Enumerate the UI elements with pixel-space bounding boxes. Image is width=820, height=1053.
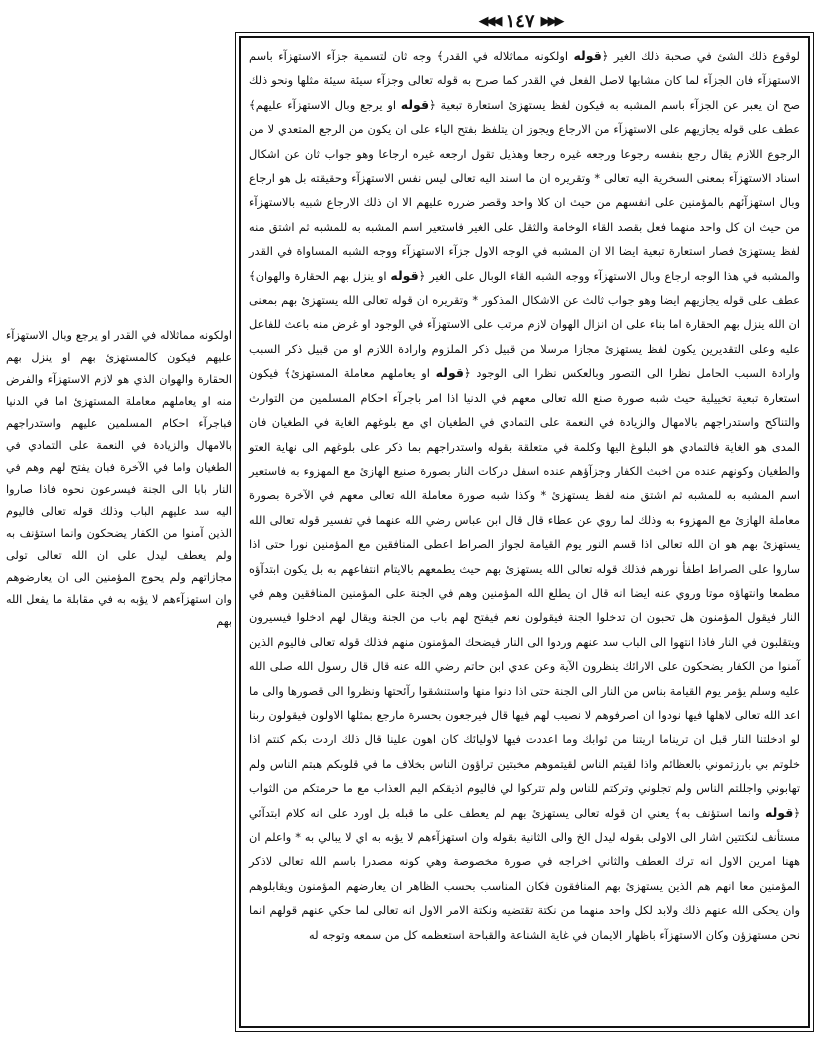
ornament-left-icon: ◀◀◀ xyxy=(478,13,500,29)
margin-note: اولكونه مماثلاله في القدر او يرجع وبال الاستهزآء عليهم فيكون كالمستهزئ بهم او ينزل بهم الحقارة والهوان الذي هو لازم الاستهزآء والفرض منه او يعاملهم معاملة المستهزئ اما في الدنيا فباجرآء احكام المسلمين عليهم واستدراجهم بالامهال والزيادة في النعمة على التمادي في الطغيان واما في الآخرة فبان يفتح لهم وهم في النار بابا الى الجنة فيسرعون نحوه فاذا صاروا اليه سد عليهم الباب وذلك قوله تعالى فاليوم الذين آمنوا من الكفار يضحكون وانما استؤنف به ولم يعطف ليدل على ان الله تعالى تولى مجازاتهم ولم يحوج المؤمنين الى ان يعارضوهم وان استهزآءهم لا يؤبه به في مقابلة ما يفعل الله بهم xyxy=(6,329,232,628)
main-text-frame xyxy=(239,36,810,1028)
text-segment: فيكون استعارة تبعية تخييلية حيث شبه صورة صنع الله تعالى معهم في الدنيا اذا امر باجرآء احكام المسلمين من التوارث والتناكح واستدراجهم بالامهال والزيادة في النعمة على التمادي في الطغيان اي مع بلوغهم الغاية في الطغيان فان المدى هو الغاية فالتمادي هو البلوغ اليها وكلمة في متعلقة بقوله واستدراجهم بما ذكر على بلوغهم الى نهاية العتو والطغيان وكونهم عنده من اخبث الكفار وجزآؤهم عنده اسفل دركات النار بصورة صنيع الهازئ مع المهزوء به فاستعير اسم المشبه به للمشبه ثم اشتق منه لفظ يستهزئ * وكذا شبه صورة معاملة الله تعالى معهم في الآخرة بصورة معاملة الهازئ مع المهزوء به وذلك لما روي عن عطاء قال قال ابن عباس رضي الله عنهما في تفسير قوله تعالى الله يستهزئ بهم هو ان الله تعالى اذا قسم النور يوم القيامة لجواز الصراط اعطى المنافقين مع المؤمنين نورا حتى اذا ساروا على الصراط اطفأ نورهم فذلك قوله تعالى الله يستهزئ بهم حيث يطمعهم بالايتام انتفاعهم به بل يكون ابتدآؤه مطمعا وانتهاؤه موتا وروي عنه ايضا انه قال ان يطلع الله المؤمنين وهم في الجنة على المؤمنين المنافقين وهم في النار فيقول المؤمنون هل تحبون ان تدخلوا الجنة فيقولون نعم فيفتح لهم باب من الجنة ويقال لهم ادخلوا فيسيرون ويتقلبون في النار فاذا انتهوا الى الباب سد عنهم وردوا الى النار فيضحك المؤمنون منهم فذلك قوله تعالى فاليوم الذين آمنوا من الكفار يضحكون على الارائك ينظرون الآية وعن عدي ابن حاتم رضي الله عنه قال قال رسول الله صلى الله عليه وسلم يؤمر يوم القيامة بناس من النار الى الجنة حتى اذا دنوا منها واستنشقوا رآئحتها ونظروا الى قصورها والى ما اعد الله تعالى لاهلها فيها نودوا ان اصرفوهم لا نصيب لهم فيها قال فيرجعون بحسرة مارجع بمثلها الاولون فيقولون ربنا لو ادخلتنا النار قبل ان تريناما اريتنا من ثوابك وما اعددت فيها لاوليائك كان اهون علينا قال ذلك اردت بكم كنتم اذا خلوتم بي بارزتموني بالعظائم واذا لقيتم الناس لقيتموهم مخبتين تراؤون الناس بخلاف ما في قلوبكم هبتم الناس ولم تهابوني واجللتم الناس ولم تجلوني وتركتم للناس ولم تتركوا لي فاليوم اذيقكم اليم العذاب مع ما حرمتكم من الثواب xyxy=(249,366,800,796)
quoted-phrase: اولكونه مماثلاله في القدر xyxy=(443,49,568,63)
text-segment: وجه ثان لتسمية جزآء الاستهزآء باسم الاستهزآء فان الجزآء لما كان مشابها لاصل الفعل في القدر كما صرح به قوله تعالى وجزآء سيئة سيئة مثلها ونحو ذلك صح ان يعبر عن الجزآء باسم المشبه به فيكون لفظ يستهزئ استعارة تبعية xyxy=(249,49,800,112)
page-header xyxy=(450,10,590,32)
quoted-phrase: او يرجع وبال الاستهزآء عليهم xyxy=(255,97,396,112)
keyword-qawluhu: قوله xyxy=(573,48,602,63)
page-number: ١٤٧ xyxy=(505,10,535,32)
keyword-qawluhu: قوله xyxy=(765,804,794,820)
ornament-right-icon: ▶▶▶ xyxy=(540,13,562,29)
text-segment: يعني ان قوله تعالى يستهزئ بهم لم يعطف على ما قبله بل اورد على انه كلام ابتدآئي مستأنف لنكتتين اشار الى الاولى بقوله ليدل الخ والى الثانية بقوله وان استهزآءهم لا يؤبه به اي لا يبالي به * واعلم ان ههنا امرين الاول انه ترك العطف والثاني اخراجه في صورة مخصوصة وهي كونه مصدرا باسم الله تعالى لاذكر المؤمنين معا انهم هم الذين يستهزئ بهم المنافقون فكان المناسب بحسب الظاهر ان يعارضهم المؤمنون ويقابلوهم وان يحكى الله عنهم ذلك ولابد لكل واحد منهما من نكتة تقتضيه ونكتة الامر الاول انه تعالى لما حكي عنهم قولهم انما نحن مستهزؤن وكان الاستهزآء باظهار الايمان في غاية الشناعة والقباحة استعظمه كل من سمعه وتوجه له xyxy=(249,805,800,942)
text-segment: عطف على قوله يجازيهم على الاستهزآء من الارجاع ويجوز ان يتلفظ بفتح الياء على ان يكون من الرجع المتعدي لا من الرجوع اللازم يقال رجع بنفسه رجوعا ورجعه غيره رجعا وهذيل تقول ارجعه غيره ارجاعا وهو جواب ثان عن اشكال اسناد الاستهزآء بمعنى السخرية اليه تعالى * وتقريره ان ما اسند اليه تعالى ليس نفس الاستهزآء وحقيقته بل هو ارجاع وبال استهزآئهم بالمؤمنين على انفسهم من حيث ان كلا واحد وقصر ضرره عليهم الا ان ذلك الارجاع شبيه بالاستهزآء من حيث ان كل واحد منهما فعل بقصد القاء الوخامة والثقل على الغير فاستعير اسم المشبه به للمشبه ثم اشتق منه لفظ يستهزئ فصار استعارة تبعية ايضا الا ان المشبه في الوجه الاول جزآء الاستهزآء ووجه الشبه المساواة في القدر والمشبه في هذا الوجه ارجاع وبال الاستهزآء ووجه الشبه القاء الوبال على الغير xyxy=(249,122,800,283)
text-segment: لوقوع ذلك الشئ في صحبة ذلك الغير xyxy=(613,49,800,63)
keyword-qawluhu: قوله xyxy=(390,267,419,283)
keyword-qawluhu: قوله xyxy=(435,365,464,381)
text-segment: عطف على قوله يجازيهم ايضا وهو جواب ثالث عن الاشكال المذكور * وتقريره ان قوله تعالى الله يستهزئ بهم بمعنى ان الله ينزل بهم الحقارة اما بناء على ان انزال الهوان لازم مرتب على الاستهزآء في الوجود او غرض منه باعث للفاعل عليه وعلى التقديرين يكون لفظ يستهزئ مجازا مرسلا من قبيل ذكر الملزوم وارادة اللازم او من قبيل ذكر السبب وارادة السبب الحامل نظرا الى التصور وبالعكس نظرا الى الوجود xyxy=(249,293,801,381)
quoted-phrase: وانما استؤنف به xyxy=(681,805,760,820)
quoted-phrase: او ينزل بهم الحقارة والهوان xyxy=(255,268,387,283)
quoted-phrase: او يعاملهم معاملة المستهزئ xyxy=(290,366,430,381)
keyword-qawluhu: قوله xyxy=(400,96,430,112)
commentary-text xyxy=(249,44,800,947)
commentary-body: لوقوع ذلك الشئ في صحبة ذلك الغير ﴿قوله اولكونه مماثلاله في القدر﴾ وجه ثان لتسمية جزآء الاستهزآء باسم الاستهزآء فان الجزآء لما كان مشابها لاصل الفعل في القدر كما صرح به قوله تعالى وجزآء سيئة سيئة مثلها ونحو ذلك صح ان يعبر عن الجزآء باسم المشبه به فيكون لفظ يستهزئ استعارة تبعية ﴿قوله او يرجع وبال الاستهزآء عليهم﴾ عطف على قوله يجازيهم على الاستهزآء من الارجاع ويجوز ان يتلفظ بفتح الياء على ان يكون من الرجع المتعدي لا من الرجوع اللازم يقال رجع بنفسه رجوعا ورجعه غيره رجعا وهذيل تقول ارجعه غيره ارجاعا وهو جواب ثان عن اشكال اسناد الاستهزآء بمعنى السخرية اليه تعالى * وتقريره ان ما اسند اليه تعالى ليس نفس الاستهزآء وحقيقته بل هو ارجاع وبال استهزآئهم بالمؤمنين على انفسهم من حيث ان كلا واحد وقصر ضرره عليهم الا ان ذلك الارجاع شبيه بالاستهزآء من حيث ان كل واحد منهما فعل بقصد القاء الوخامة والثقل على الغير فاستعير اسم المشبه به للمشبه ثم اشتق منه لفظ يستهزئ فصار استعارة تبعية ايضا الا ان المشبه في الوجه الاول جزآء الاستهزآء ووجه الشبه المساواة في القدر والمشبه في هذا الوجه ارجاع وبال الاستهزآء ووجه الشبه القاء الوبال على الغير ﴿قوله او ينزل بهم الحقارة والهوان﴾ عطف على قوله يجازيهم ايضا وهو جواب ثالث عن الاشكال المذكور * وتقريره ان قوله تعالى الله يستهزئ بهم بمعنى ان الله ينزل بهم الحقارة اما بناء على ان انزال الهوان لازم مرتب على الاستهزآء في الوجود او غرض منه باعث للفاعل عليه وعلى التقديرين يكون لفظ يستهزئ مجازا مرسلا من قبيل ذكر الملزوم وارادة اللازم او من قبيل ذكر السبب وارادة السبب الحامل نظرا الى التصور وبالعكس نظرا الى الوجود ﴿قوله او يعاملهم معاملة المستهزئ﴾ فيكون استعارة تبعية تخييلية حيث شبه صورة صنع الله تعالى معهم في الدنيا اذا امر باجرآء احكام المسلمين من التوارث والتناكح واستدراجهم بالامهال والزيادة في النعمة على التمادي في الطغيان اي مع بلوغهم الغاية في الطغيان فان المدى هو الغاية فالتمادي هو البلوغ اليها وكلمة في متعلقة بقوله واستدراجهم بما ذكر على بلوغهم الى نهاية العتو والطغيان وكونهم عنده من اخبث الكفار وجزآؤهم عنده اسفل دركات النار بصورة صنيع الهازئ مع المهزوء به فاستعير اسم المشبه به للمشبه ثم اشتق منه لفظ يستهزئ * وكذا شبه صورة معاملة الله تعالى معهم في الآخرة بصورة معاملة الهازئ مع المهزوء به وذلك لما روي عن عطاء قال قال ابن عباس رضي الله عنهما في تفسير قوله تعالى الله يستهزئ بهم هو ان الله تعالى اذا قسم النور يوم القيامة لجواز الصراط اعطى المنافقين مع المؤمنين نورا حتى اذا ساروا على الصراط اطفأ نورهم فذلك قوله تعالى الله يستهزئ بهم حيث يطمعهم بالايتام انتفاعهم به بل يكون ابتدآؤه مطمعا وانتهاؤه موتا وروي عنه ايضا انه قال ان يطلع الله المؤمنين وهم في الجنة على المؤمنين المنافقين وهم في النار فيقول المؤمنون هل تحبون ان تدخلوا الجنة فيقولون نعم فيفتح لهم باب من الجنة ويقال لهم ادخلوا فيسيرون ويتقلبون في النار فاذا انتهوا الى الباب سد عنهم وردوا الى النار فيضحك المؤمنون منهم فذلك قوله تعالى فاليوم الذين آمنوا من الكفار يضحكون على الارائك ينظرون الآية وعن عدي ابن حاتم رضي الله عنه قال قال رسول الله صلى الله عليه وسلم يؤمر يوم القيامة بناس من النار الى الجنة حتى اذا دنوا منها واستنشقوا رآئحتها ونظروا الى قصورها والى ما اعد الله تعالى لاهلها فيها نودوا ان اصرفوهم لا نصيب لهم فيها قال فيرجعون بحسرة مارجع بمثلها الاولون فيقولون ربنا لو ادخلتنا النار قبل ان تريناما اريتنا من ثوابك وما اعددت فيها لاوليائك كان اهون علينا قال ذلك اردت بكم كنتم اذا خلوتم بي بارزتموني بالعظائم واذا لقيتم الناس لقيتموهم مخبتين تراؤون الناس بخلاف ما في قلوبكم هبتم الناس ولم تهابوني واجللتم الناس ولم تجلوني وتركتم للناس ولم تتركوا لي فاليوم اذيقكم اليم العذاب مع ما حرمتكم من الثواب ﴿قوله وانما استؤنف به﴾ يعني ان قوله تعالى يستهزئ بهم لم يعطف على ما قبله بل اورد على انه كلام ابتدآئي مستأنف لنكتتين اشار الى الاولى بقوله ليدل الخ والى الثانية بقوله وان استهزآءهم لا يؤبه به اي لا يبالي به * واعلم ان ههنا امرين الاول انه ترك العطف والثاني اخراجه في صورة مخصوصة وهي كونه مصدرا باسم الله تعالى لاذكر المؤمنين معا انهم هم الذين يستهزئ بهم المنافقون فكان المناسب بحسب الظاهر ان يعارضهم المؤمنون ويقابلوهم وان يحكى الله عنهم ذلك ولابد لكل واحد منهما من نكتة تقتضيه ونكتة الامر الاول انه تعالى لما حكي عنهم قولهم انما نحن مستهزؤن وكان الاستهزآء باظهار الايمان في غاية الشناعة والقباحة استعظمه كل من سمعه وتوجه له xyxy=(249,48,801,942)
